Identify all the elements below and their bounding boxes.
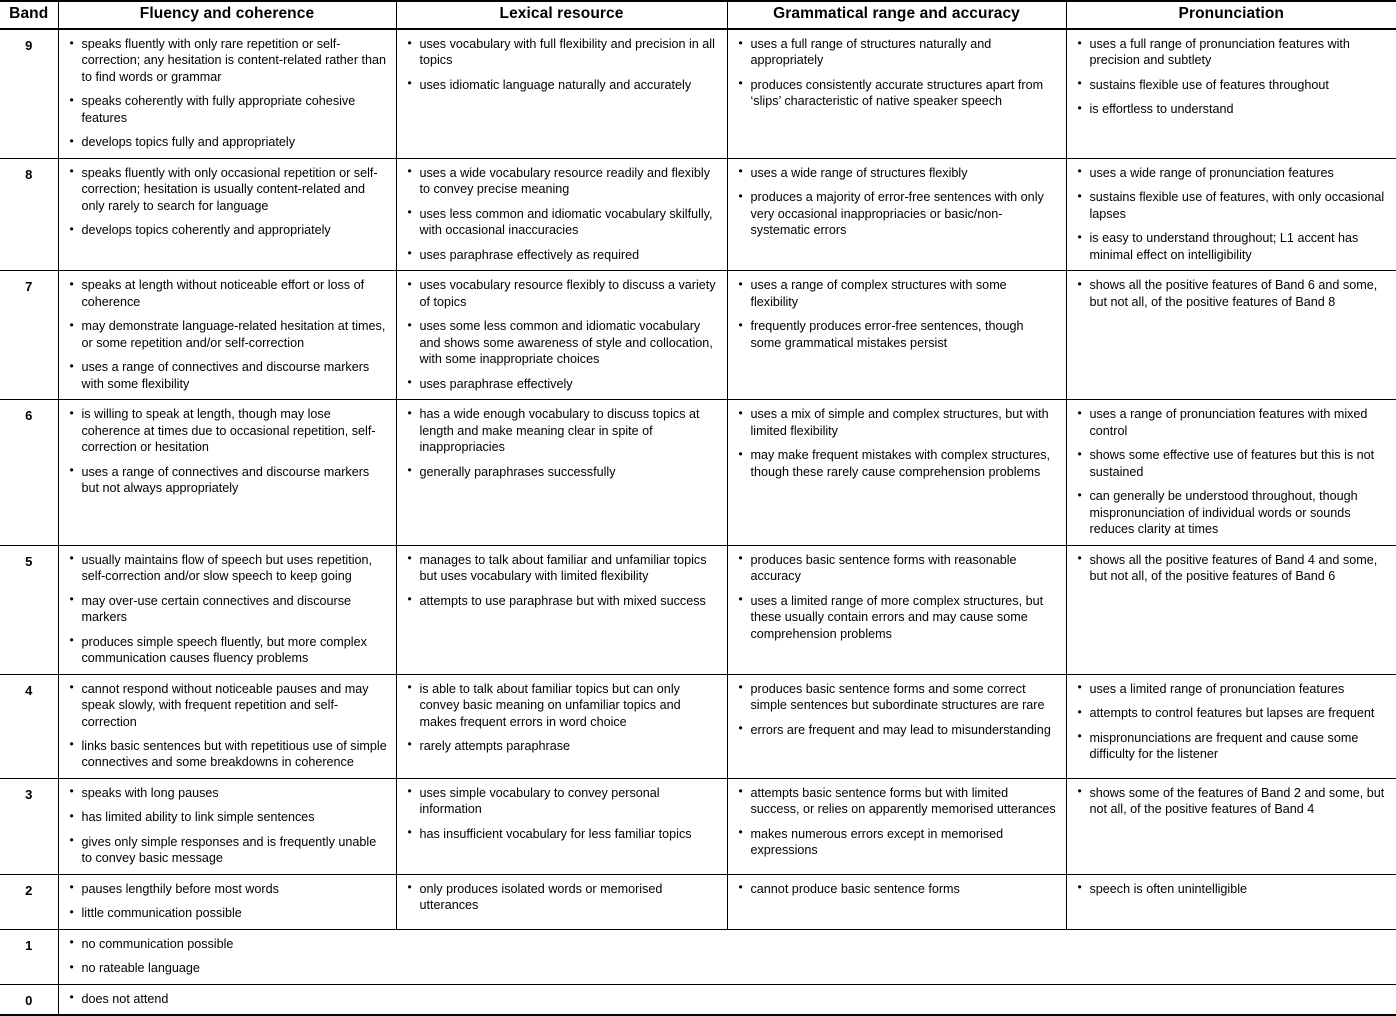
descriptor-item: • uses a range of connectives and discourse markers with some flexibility [69,359,388,392]
descriptor-item: • sustains flexible use of features, with only occasional lapses [1077,189,1389,222]
header-row [0,1,1396,29]
criterion-cell-fluency-and-coherence [58,778,396,874]
descriptor-item: • is able to talk about familiar topics but can only convey basic meaning on unfamiliar topics and makes frequent errors in word choice [407,681,719,730]
band-score-cell: 0 [0,984,58,1015]
descriptor-item: • attempts basic sentence forms but with limited success, or relies on apparently memorised utterances [738,785,1058,818]
descriptor-list-grammatical-range-and-accuracy [728,400,1066,487]
descriptor-item: • uses a wide vocabulary resource readily and flexibly to convey precise meaning [407,165,719,198]
column-header-fluency-and-coherence: Fluency and coherence [58,1,396,29]
criterion-cell-lexical-resource [396,400,727,545]
descriptor-item: • produces basic sentence forms and some correct simple sentences but subordinate structures are rare [738,681,1058,714]
descriptor-item: • shows some of the features of Band 2 and some, but not all, of the positive features of Band 4 [1077,785,1389,818]
table-row [0,29,1396,158]
descriptor-item: • links basic sentences but with repetitious use of simple connectives and some breakdowns in coherence [69,738,388,771]
criterion-cell-pronunciation [1066,29,1396,158]
descriptor-item: • cannot produce basic sentence forms [738,881,1058,897]
criterion-cell-grammatical-range-and-accuracy [727,778,1066,874]
descriptor-item: • is willing to speak at length, though may lose coherence at times due to occasional repetition, self-correction or hesitation [69,406,388,455]
descriptor-item: • may demonstrate language-related hesitation at times, or some repetition and/or self-correction [69,318,388,351]
descriptor-item: • is easy to understand throughout; L1 accent has minimal effect on intelligibility [1077,230,1389,263]
descriptor-item: • uses a wide range of structures flexibly [738,165,1058,181]
criterion-cell-pronunciation [1066,400,1396,545]
descriptor-item: • can generally be understood throughout, though mispronunciation of individual words or sounds reduces clarity at times [1077,488,1389,537]
descriptor-item: • uses paraphrase effectively as required [407,247,719,263]
descriptor-item: • uses less common and idiomatic vocabulary skilfully, with occasional inaccuracies [407,206,719,239]
descriptor-item: • speech is often unintelligible [1077,881,1389,897]
criterion-cell-grammatical-range-and-accuracy [727,29,1066,158]
descriptor-list-lexical-resource [397,30,727,100]
table-body [0,29,1396,1015]
criterion-cell-fluency-and-coherence [58,400,396,545]
descriptor-list-all-criteria [59,985,1396,1014]
criterion-cell-grammatical-range-and-accuracy [727,400,1066,545]
descriptor-item: • usually maintains flow of speech but uses repetition, self-correction and/or slow speech to keep going [69,552,388,585]
criterion-cell-grammatical-range-and-accuracy [727,158,1066,270]
criterion-cell-pronunciation [1066,874,1396,929]
criterion-cell-fluency-and-coherence [58,874,396,929]
descriptor-item: • speaks coherently with fully appropriate cohesive features [69,93,388,126]
descriptor-list-lexical-resource [397,159,727,270]
criterion-cell-fluency-and-coherence [58,271,396,400]
descriptor-list-lexical-resource [397,875,727,921]
criterion-cell-all-criteria [58,984,1396,1015]
descriptor-item: • has a wide enough vocabulary to discuss topics at length and make meaning clear in spite of inappropriacies [407,406,719,455]
descriptor-list-grammatical-range-and-accuracy [728,875,1066,904]
descriptor-item: • uses a limited range of more complex structures, but these usually contain errors and may cause some comprehension problems [738,593,1058,642]
descriptor-list-fluency-and-coherence [59,400,396,503]
table-header [0,1,1396,29]
criterion-cell-pronunciation [1066,674,1396,778]
descriptor-list-pronunciation [1067,675,1396,770]
table-row [0,158,1396,270]
descriptor-item: • pauses lengthily before most words [69,881,388,897]
criterion-cell-all-criteria [58,929,1396,984]
descriptor-item: • does not attend [69,991,1389,1007]
descriptor-list-pronunciation [1067,271,1396,317]
criterion-cell-grammatical-range-and-accuracy [727,545,1066,674]
table-row [0,874,1396,929]
criterion-cell-lexical-resource [396,545,727,674]
descriptor-item: • only produces isolated words or memorised utterances [407,881,719,914]
column-header-lexical-resource: Lexical resource [396,1,727,29]
criterion-cell-lexical-resource [396,674,727,778]
descriptor-list-lexical-resource [397,271,727,399]
descriptor-item: • uses a full range of pronunciation features with precision and subtlety [1077,36,1389,69]
column-header-band: Band [0,1,58,29]
descriptor-list-pronunciation [1067,159,1396,270]
descriptor-item: • uses some less common and idiomatic vocabulary and shows some awareness of style and collocation, with some inappropriate choices [407,318,719,367]
band-score-cell: 9 [0,29,58,158]
table-row [0,271,1396,400]
descriptor-item: • has limited ability to link simple sentences [69,809,388,825]
descriptor-item: • generally paraphrases successfully [407,464,719,480]
descriptor-item: • uses a limited range of pronunciation features [1077,681,1389,697]
descriptor-item: • uses a full range of structures naturally and appropriately [738,36,1058,69]
descriptor-list-grammatical-range-and-accuracy [728,675,1066,745]
descriptor-item: • uses a range of pronunciation features with mixed control [1077,406,1389,439]
descriptor-item: • makes numerous errors except in memorised expressions [738,826,1058,859]
band-score-cell: 2 [0,874,58,929]
descriptor-item: • produces simple speech fluently, but more complex communication causes fluency problems [69,634,388,667]
descriptor-item: • errors are frequent and may lead to misunderstanding [738,722,1058,738]
table-row [0,984,1396,1015]
descriptor-list-grammatical-range-and-accuracy [728,30,1066,117]
descriptor-item: • uses vocabulary with full flexibility and precision in all topics [407,36,719,69]
descriptor-item: • is effortless to understand [1077,101,1389,117]
descriptor-list-fluency-and-coherence [59,271,396,399]
criterion-cell-grammatical-range-and-accuracy [727,674,1066,778]
descriptor-item: • little communication possible [69,905,388,921]
descriptor-item: • uses a range of connectives and discourse markers but not always appropriately [69,464,388,497]
descriptor-item: • may over-use certain connectives and discourse markers [69,593,388,626]
descriptor-item: • uses a wide range of pronunciation features [1077,165,1389,181]
descriptor-list-lexical-resource [397,675,727,762]
descriptor-item: • develops topics fully and appropriately [69,134,388,150]
criterion-cell-pronunciation [1066,271,1396,400]
criterion-cell-fluency-and-coherence [58,158,396,270]
descriptor-item: • attempts to control features but lapses are frequent [1077,705,1389,721]
descriptor-list-pronunciation [1067,30,1396,125]
descriptor-item: • no communication possible [69,936,1389,952]
descriptor-list-fluency-and-coherence [59,779,396,874]
descriptor-item: • uses vocabulary resource flexibly to discuss a variety of topics [407,277,719,310]
descriptor-list-lexical-resource [397,546,727,616]
descriptor-item: • develops topics coherently and appropriately [69,222,388,238]
criterion-cell-lexical-resource [396,29,727,158]
descriptor-item: • manages to talk about familiar and unfamiliar topics but uses vocabulary with limited flexibility [407,552,719,585]
descriptor-list-pronunciation [1067,546,1396,592]
descriptor-item: • speaks fluently with only rare repetition or self-correction; any hesitation is content-related rather than to find words or grammar [69,36,388,85]
descriptor-item: • uses idiomatic language naturally and accurately [407,77,719,93]
descriptor-item: • uses a mix of simple and complex structures, but with limited flexibility [738,406,1058,439]
descriptor-item: • speaks with long pauses [69,785,388,801]
criterion-cell-lexical-resource [396,271,727,400]
criterion-cell-pronunciation [1066,778,1396,874]
column-header-pronunciation: Pronunciation [1066,1,1396,29]
criterion-cell-fluency-and-coherence [58,29,396,158]
band-score-cell: 6 [0,400,58,545]
table-row [0,929,1396,984]
descriptor-item: • no rateable language [69,960,1389,976]
descriptor-list-pronunciation [1067,875,1396,904]
descriptor-list-grammatical-range-and-accuracy [728,271,1066,358]
table-row [0,778,1396,874]
column-header-grammatical-range-and-accuracy: Grammatical range and accuracy [727,1,1066,29]
band-score-cell: 3 [0,778,58,874]
descriptor-item: • cannot respond without noticeable pauses and may speak slowly, with frequent repetition and self-correction [69,681,388,730]
descriptor-item: • uses a range of complex structures with some flexibility [738,277,1058,310]
descriptor-item: • produces basic sentence forms with reasonable accuracy [738,552,1058,585]
descriptor-item: • attempts to use paraphrase but with mixed success [407,593,719,609]
descriptor-item: • uses paraphrase effectively [407,376,719,392]
descriptor-list-fluency-and-coherence [59,875,396,929]
descriptor-item: • shows some effective use of features but this is not sustained [1077,447,1389,480]
table-row [0,674,1396,778]
criterion-cell-fluency-and-coherence [58,545,396,674]
descriptor-list-fluency-and-coherence [59,30,396,158]
table-row [0,400,1396,545]
criterion-cell-lexical-resource [396,874,727,929]
descriptor-item: • produces a majority of error-free sentences with only very occasional inappropriacies or basic/non-systematic errors [738,189,1058,238]
descriptor-item: • produces consistently accurate structures apart from ‘slips’ characteristic of native speaker speech [738,77,1058,110]
descriptor-list-fluency-and-coherence [59,159,396,246]
descriptor-item: • has insufficient vocabulary for less familiar topics [407,826,719,842]
band-score-cell: 4 [0,674,58,778]
descriptor-list-fluency-and-coherence [59,546,396,674]
band-score-cell: 1 [0,929,58,984]
criterion-cell-pronunciation [1066,158,1396,270]
band-score-cell: 8 [0,158,58,270]
descriptor-item: • may make frequent mistakes with complex structures, though these rarely cause comprehension problems [738,447,1058,480]
descriptor-list-lexical-resource [397,400,727,487]
criterion-cell-lexical-resource [396,778,727,874]
criterion-cell-pronunciation [1066,545,1396,674]
band-score-cell: 7 [0,271,58,400]
criterion-cell-fluency-and-coherence [58,674,396,778]
descriptor-item: • frequently produces error-free sentences, though some grammatical mistakes persist [738,318,1058,351]
descriptor-item: • speaks at length without noticeable effort or loss of coherence [69,277,388,310]
descriptor-list-lexical-resource [397,779,727,849]
descriptor-item: • shows all the positive features of Band 6 and some, but not all, of the positive features of Band 8 [1077,277,1389,310]
table-row [0,545,1396,674]
descriptor-item: • uses simple vocabulary to convey personal information [407,785,719,818]
descriptor-list-grammatical-range-and-accuracy [728,159,1066,246]
band-score-cell: 5 [0,545,58,674]
descriptor-item: • sustains flexible use of features throughout [1077,77,1389,93]
descriptor-item: • gives only simple responses and is frequently unable to convey basic message [69,834,388,867]
descriptor-item: • speaks fluently with only occasional repetition or self-correction; hesitation is usually content-related and only rarely to search for language [69,165,388,214]
descriptor-item: • shows all the positive features of Band 4 and some, but not all, of the positive features of Band 6 [1077,552,1389,585]
descriptor-list-all-criteria [59,930,1396,984]
descriptor-list-fluency-and-coherence [59,675,396,778]
descriptor-item: • rarely attempts paraphrase [407,738,719,754]
descriptor-list-pronunciation [1067,400,1396,544]
descriptor-list-grammatical-range-and-accuracy [728,779,1066,866]
criterion-cell-lexical-resource [396,158,727,270]
criterion-cell-grammatical-range-and-accuracy [727,874,1066,929]
descriptor-list-pronunciation [1067,779,1396,825]
descriptor-list-grammatical-range-and-accuracy [728,546,1066,649]
criterion-cell-grammatical-range-and-accuracy [727,271,1066,400]
descriptor-item: • mispronunciations are frequent and cause some difficulty for the listener [1077,730,1389,763]
